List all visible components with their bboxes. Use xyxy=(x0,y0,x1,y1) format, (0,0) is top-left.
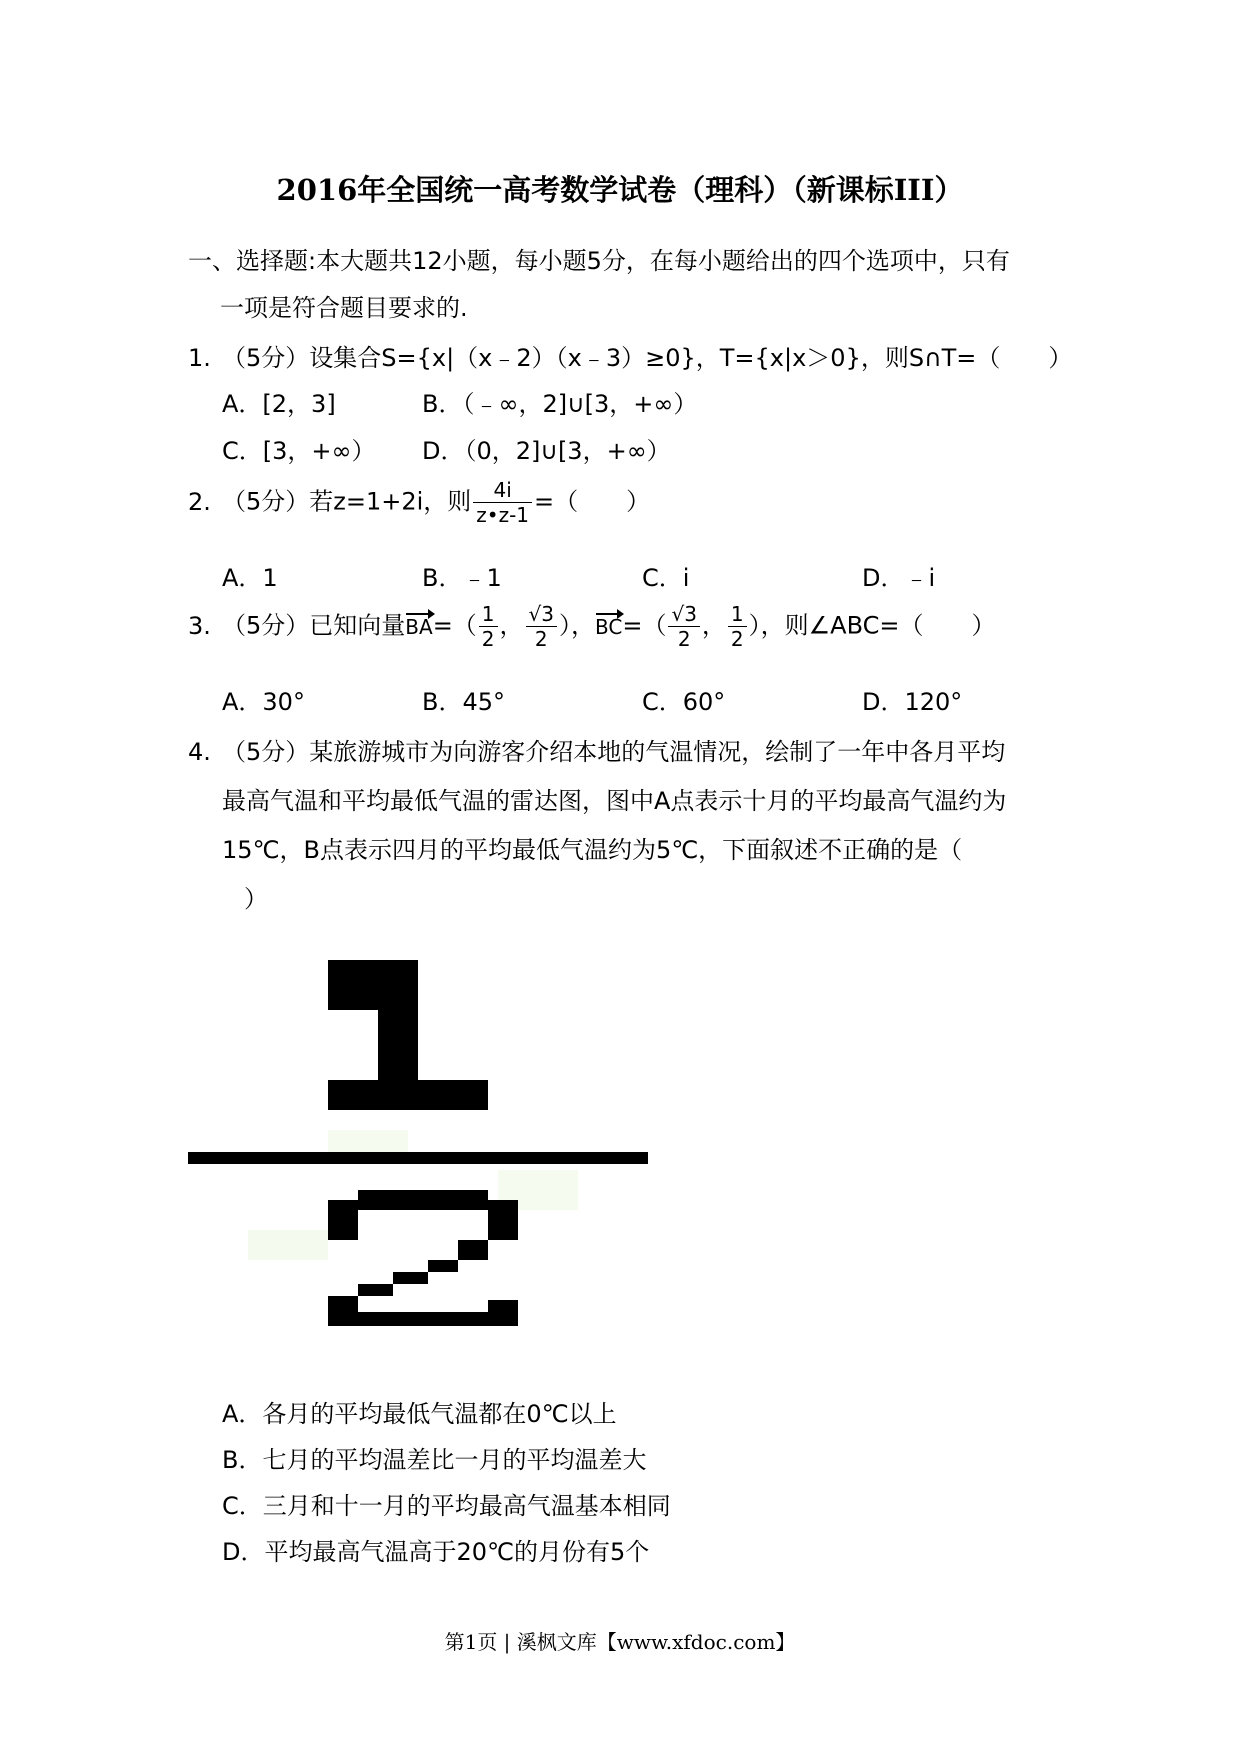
question-number: 2. xyxy=(188,487,211,516)
figure-fraction-image xyxy=(188,960,648,1340)
fraction-numerator: 1 xyxy=(479,602,498,627)
fraction-numerator: 4i xyxy=(473,478,532,503)
question-number: 3. xyxy=(188,611,211,640)
question-line4: ） xyxy=(244,885,268,913)
option-b: B．（﹣∞，2]∪[3，+∞） xyxy=(422,390,698,418)
vector-ba: BA xyxy=(405,614,433,639)
fraction xyxy=(479,602,498,651)
question-2 xyxy=(188,478,650,527)
question-line2: 最高气温和平均最低气温的雷达图，图中A点表示十月的平均最高气温约为 xyxy=(222,787,1007,815)
question-3 xyxy=(188,602,996,651)
comma: ， xyxy=(701,611,726,640)
option-b: B．﹣1 xyxy=(422,564,502,592)
fraction-numerator: √3 xyxy=(668,602,699,627)
section-heading-line1: 一、选择题:本大题共12小题，每小题5分，在每小题给出的四个选项中，只有 xyxy=(188,247,1010,275)
close-paren: ）， xyxy=(559,611,595,640)
option-a: A．1 xyxy=(222,564,278,592)
option-d: D．平均最高气温高于20℃的月份有5个 xyxy=(222,1538,650,1566)
question-stem-prefix: （5分）已知向量 xyxy=(222,611,406,640)
fraction-numerator: √3 xyxy=(526,602,557,627)
option-c: C．[3，+∞） xyxy=(222,437,376,465)
fraction-denominator: z•z-1 xyxy=(476,503,530,527)
option-c: C．60° xyxy=(642,688,726,716)
fraction xyxy=(473,478,532,527)
fraction-denominator: 2 xyxy=(534,627,548,651)
question-1 xyxy=(188,338,1072,373)
equals-paren: =（ xyxy=(622,611,667,640)
fraction-denominator: 2 xyxy=(481,627,495,651)
option-b: B．七月的平均温差比一月的平均温差大 xyxy=(222,1446,647,1474)
fraction xyxy=(728,602,747,651)
figure-fraction-bar xyxy=(188,1152,648,1164)
vector-bc: BC xyxy=(595,614,623,639)
figure-numerator-glyph xyxy=(328,960,488,1110)
page-footer: 第1页 | 溪枫文库【www.xfdoc.com】 xyxy=(444,1630,796,1654)
option-c: C．i xyxy=(642,564,690,592)
question-stem-suffix: ），则∠ABC=（ ） xyxy=(748,611,996,640)
fraction-denominator: 2 xyxy=(730,627,744,651)
page-title: 2016年全国统一高考数学试卷（理科）（新课标III） xyxy=(276,173,964,207)
question-line1: （5分）某旅游城市为向游客介绍本地的气温情况，绘制了一年中各月平均 xyxy=(222,738,1006,766)
figure-artifact xyxy=(248,1230,328,1260)
question-number: 4. xyxy=(188,738,211,766)
question-4 xyxy=(188,728,1068,924)
option-d: D．120° xyxy=(862,688,963,716)
figure-denominator-glyph xyxy=(328,1190,518,1326)
question-stem: （5分）设集合S={x|（x﹣2）（x﹣3）≥0}，T={x|x＞0}，则S∩T=（ ） xyxy=(222,344,1073,372)
question-4-option-a xyxy=(222,1394,617,1429)
fraction xyxy=(526,602,557,651)
fraction xyxy=(668,602,699,651)
fraction-denominator: 2 xyxy=(677,627,691,651)
option-c: C．三月和十一月的平均最高气温基本相同 xyxy=(222,1492,671,1520)
section-heading xyxy=(188,238,1068,332)
fraction-numerator: 1 xyxy=(728,602,747,627)
question-4-option-d xyxy=(222,1532,649,1567)
question-4-option-b xyxy=(222,1440,646,1475)
option-a: A．各月的平均最低气温都在0℃以上 xyxy=(222,1400,617,1428)
question-stem-suffix: =（ ） xyxy=(534,487,651,516)
equals-paren: =（ xyxy=(432,611,477,640)
option-d: D．（0，2]∪[3，+∞） xyxy=(422,437,671,465)
question-line3: 15℃，B点表示四月的平均最低气温约为5℃，下面叙述不正确的是（ xyxy=(222,836,963,864)
section-heading-line2: 一项是符合题目要求的. xyxy=(220,294,468,322)
option-a: A．30° xyxy=(222,688,305,716)
question-4-option-c xyxy=(222,1486,671,1521)
question-stem-prefix: （5分）若z=1+2i，则 xyxy=(222,487,472,516)
question-number: 1. xyxy=(188,344,211,372)
option-b: B．45° xyxy=(422,688,506,716)
option-d: D．﹣i xyxy=(862,564,936,592)
option-a: A．[2，3] xyxy=(222,390,336,418)
comma: ， xyxy=(499,611,524,640)
